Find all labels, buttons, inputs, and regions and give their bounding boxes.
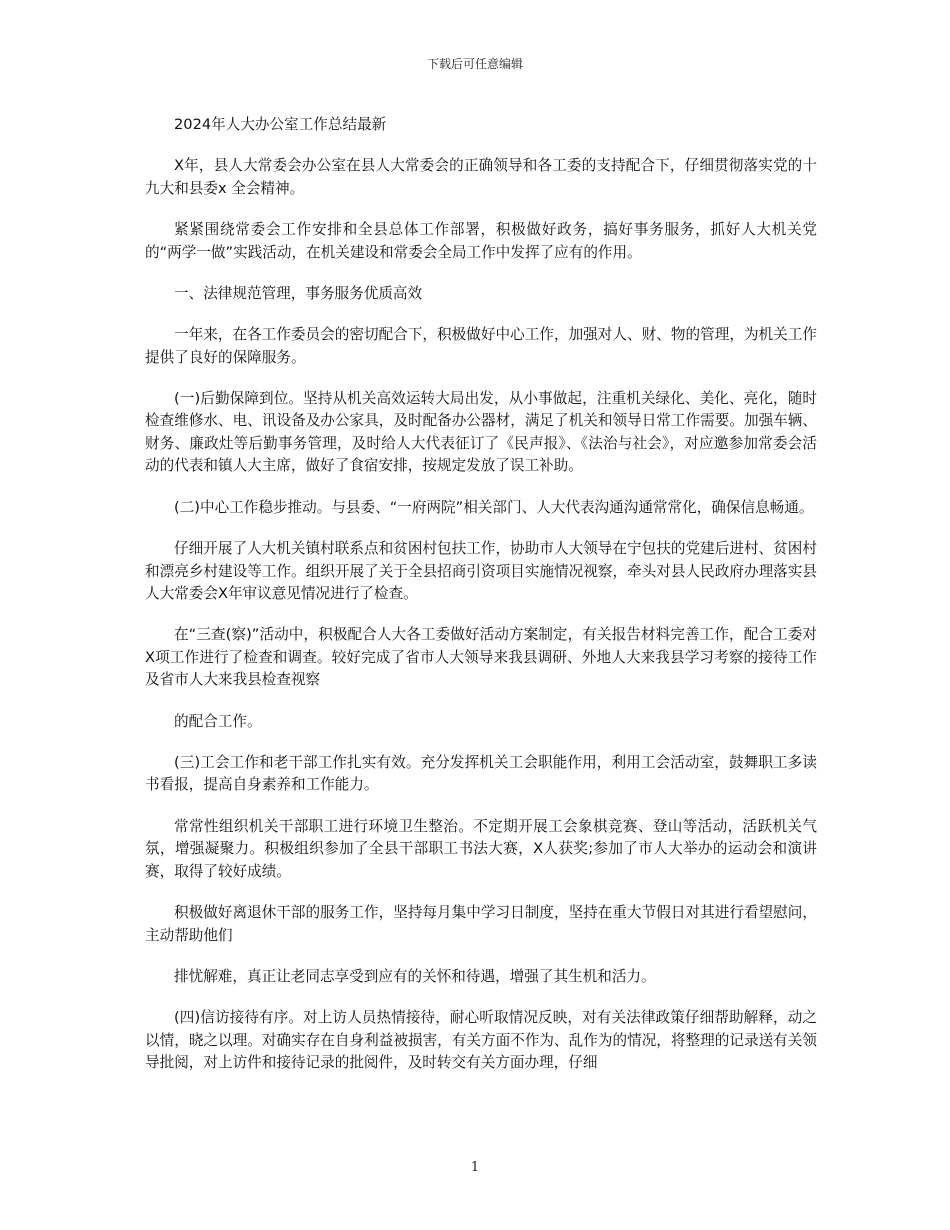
paragraph: 在“三查(察)”活动中，积极配合人大各工委做好活动方案制定，有关报告材料完善工作，配合工委对X项工作进行了检查和调查。较好完成了省市人大领导来我县调研、外地人大来我县学习考察的接待工作及省市人大来我县检查视察 — [145, 626, 817, 689]
paragraph: 一年来，在各工作委员会的密切配合下，积极做好中心工作，加强对人、财、物的管理，为机关工作提供了良好的保障服务。 — [145, 326, 817, 366]
paragraph: (二)中心工作稳步推动。与县委、“一府两院”相关部门、人大代表沟通沟通常常化，确保信息畅通。 — [174, 498, 814, 516]
document-body — [145, 114, 817, 1093]
paragraph: 的配合工作。 — [174, 712, 262, 730]
paragraph: 排忧解难，真正让老同志享受到应有的关怀和待遇，增强了其生机和活力。 — [174, 967, 656, 985]
paragraph: 仔细开展了人大机关镇村联系点和贫困村包扶工作，协助市人大领导在宁包扶的党建后进村、贫困村和漂亮乡村建设等工作。组织开展了关于全县招商引资项目实施情况视察，牵头对县人民政府办理落实县人大常委会X年审议意见情况进行了检查。 — [145, 540, 817, 603]
paragraph: 紧紧围绕常委会工作安排和全县总体工作部署，积极做好政务，搞好事务服务，抓好人大机关党的“两学一做”实践活动，在机关建设和常委会全局工作中发挥了应有的作用。 — [145, 221, 817, 261]
page-header: 下载后可任意编辑 — [426, 57, 523, 71]
paragraph: (三)工会工作和老干部工作扎实有效。充分发挥机关工会职能作用，利用工会活动室，鼓舞职工多读书看报，提高自身素养和工作能力。 — [145, 753, 817, 794]
paragraph: (四)信访接待有序。对上访人员热情接待，耐心听取情况反映，对有关法律政策仔细帮助解释，动之以情，晓之以理。对确实存在自身利益被损害，有关方面不作为、乱作为的情况，将整理的记录送有关领导批阅，对上访件和接待记录的批阅件，及时转交有关方面办理，仔细 — [145, 1009, 817, 1072]
section-heading: 一、法律规范管理，事务服务优质高效 — [174, 284, 423, 302]
paragraph: 积极做好离退休干部的服务工作，坚持每月集中学习日制度，坚持在重大节假日对其进行看望慰问，主动帮助他们 — [145, 904, 817, 944]
paragraph: (一)后勤保障到位。坚持从机关高效运转大局出发，从小事做起，注重机关绿化、美化、亮化，随时检查维修水、电、讯设备及办公家具，及时配备办公器材，满足了机关和领导日常工作需要。加强车辆、财务、廉政灶等后勤事务管理，及时给人大代表征订了《民声报》、《法治与社会》，对应邀参加常委会活动的代表和镇人大主席，做好了食宿安排，按规定发放了误工补助。 — [145, 389, 817, 475]
document-title: 2024年人大办公室工作总结最新 — [174, 116, 387, 133]
paragraph: X年，县人大常委会办公室在县人大常委会的正确领导和各工委的支持配合下，仔细贯彻落实党的十九大和县委x 全会精神。 — [145, 157, 817, 197]
paragraph: 常常性组织机关干部职工进行环境卫生整治。不定期开展工会象棋竞赛、登山等活动，活跃机关气氛，增强凝聚力。积极组织参加了全县干部职工书法大赛，X人获奖;参加了市人大举办的运动会和演讲赛，取得了较好成绩。 — [145, 817, 817, 880]
page-number: 1 — [470, 1160, 480, 1175]
